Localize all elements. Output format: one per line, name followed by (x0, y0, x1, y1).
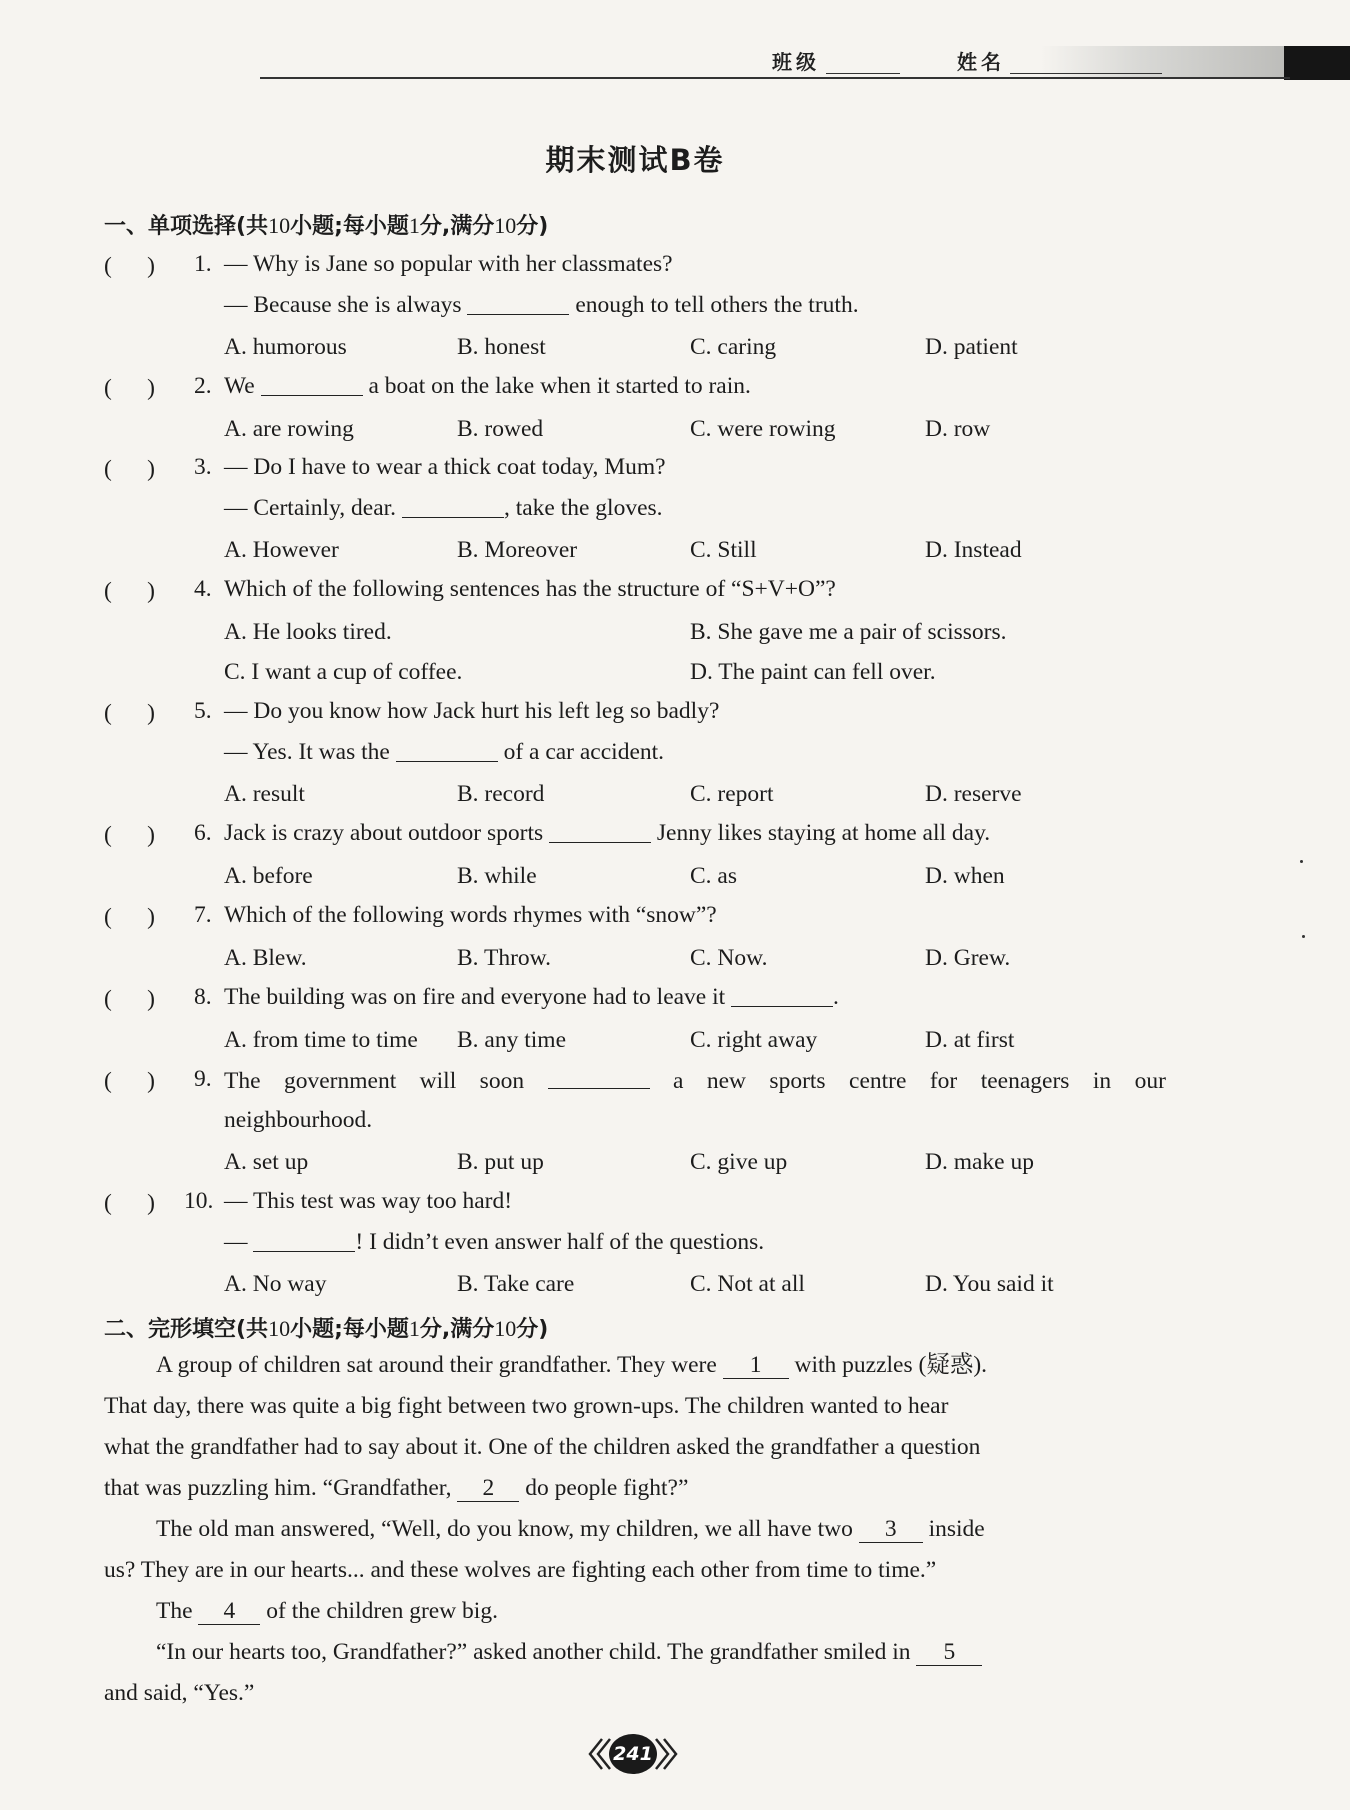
question-text-continued: neighbourhood. (224, 1107, 373, 1133)
question-text: — Why is Jane so popular with her classmates? (224, 251, 673, 277)
option-b: B. rowed (457, 416, 544, 442)
cloze-blank-4[interactable]: 4 (198, 1600, 260, 1625)
question-text: We a boat on the lake when it started to rain. (224, 373, 751, 399)
answer-paren[interactable]: ( ) (104, 253, 155, 279)
option-c: C. Still (690, 537, 757, 563)
answer-blank[interactable] (253, 1231, 355, 1252)
option-a: A. However (224, 537, 339, 563)
option-d: D. reserve (925, 781, 1022, 807)
name-blank[interactable] (1010, 72, 1162, 74)
question-text: — Because she is always enough to tell others the truth. (224, 292, 859, 318)
option-d: D. Instead (925, 537, 1022, 563)
option-c: C. as (690, 863, 737, 889)
question-text: — Certainly, dear. , take the gloves. (224, 495, 663, 521)
option-a: A. are rowing (224, 416, 354, 442)
answer-paren[interactable]: ( ) (104, 1190, 155, 1216)
answer-blank[interactable] (396, 741, 498, 762)
question-number: 8. (194, 984, 212, 1010)
option-d: D. when (925, 863, 1005, 889)
passage-line: us? They are in our hearts... and these wolves are fighting each other from time to time.” (104, 1557, 937, 1583)
question-number: 1. (194, 251, 212, 277)
option-c: C. give up (690, 1149, 788, 1175)
page-number: 241 (613, 1743, 653, 1765)
header-rule (260, 77, 1290, 79)
answer-paren[interactable]: ( ) (104, 1068, 155, 1094)
question-number: 4. (194, 576, 212, 602)
option-b: B. Moreover (457, 537, 578, 563)
option-c: C. report (690, 781, 774, 807)
page-number-badge (588, 1731, 678, 1777)
option-a: A. set up (224, 1149, 309, 1175)
option-c: C. Now. (690, 945, 768, 971)
option-a: A. No way (224, 1271, 327, 1297)
question-text: Which of the following words rhymes with “snow”? (224, 902, 717, 928)
passage-line: “In our hearts too, Grandfather?” asked another child. The grandfather smiled in 5 (156, 1641, 982, 1666)
option-a: A. humorous (224, 334, 347, 360)
option-c: C. caring (690, 334, 777, 360)
answer-blank[interactable] (261, 375, 363, 396)
option-a: A. He looks tired. (224, 619, 392, 645)
class-label: 班级 (772, 50, 820, 74)
option-b: B. Take care (457, 1271, 575, 1297)
answer-paren[interactable]: ( ) (104, 456, 155, 482)
question-number: 6. (194, 820, 212, 846)
passage-line: what the grandfather had to say about it. One of the children asked the grandfather a question (104, 1434, 981, 1460)
answer-paren[interactable]: ( ) (104, 578, 155, 604)
passage-line: The old man answered, “Well, do you know, my children, we all have two 3 inside (156, 1516, 985, 1542)
answer-paren[interactable]: ( ) (104, 904, 155, 930)
section2-heading: 二、完形填空(共10小题;每小题1分,满分10分) (104, 1316, 549, 1342)
question-number: 2. (194, 373, 212, 399)
class-blank[interactable] (826, 72, 900, 74)
question-number: 7. (194, 902, 212, 928)
option-b: B. Throw. (457, 945, 551, 971)
option-c: C. I want a cup of coffee. (224, 659, 463, 685)
question-text: The building was on fire and everyone had to leave it . (224, 984, 839, 1010)
question-text: The government will soon a new sports centre for teenagers in our (224, 1068, 1166, 1094)
answer-paren[interactable]: ( ) (104, 700, 155, 726)
scan-speck (1300, 860, 1303, 863)
answer-blank[interactable] (402, 497, 504, 518)
question-number: 5. (194, 698, 212, 724)
option-d: D. at first (925, 1027, 1015, 1053)
question-text: Jack is crazy about outdoor sports Jenny likes staying at home all day. (224, 820, 991, 846)
passage-line: That day, there was quite a big fight between two grown-ups. The children wanted to hear (104, 1393, 949, 1419)
option-d: D. The paint can fell over. (690, 659, 936, 685)
answer-paren[interactable]: ( ) (104, 375, 155, 401)
option-b: B. She gave me a pair of scissors. (690, 619, 1007, 645)
option-a: A. result (224, 781, 305, 807)
option-b: B. any time (457, 1027, 566, 1053)
question-text: Which of the following sentences has the structure of “S+V+O”? (224, 576, 836, 602)
question-text: — Yes. It was the of a car accident. (224, 739, 665, 765)
passage-line: and said, “Yes.” (104, 1680, 255, 1706)
scan-speck (1302, 935, 1305, 938)
option-a: A. before (224, 863, 313, 889)
cloze-blank-3[interactable]: 3 (859, 1518, 923, 1543)
question-text: — This test was way too hard! (224, 1188, 513, 1214)
cloze-blank-1[interactable]: 1 (723, 1354, 789, 1379)
answer-blank[interactable] (731, 986, 833, 1007)
passage-line: that was puzzling him. “Grandfather, 2 do people fight?” (104, 1475, 689, 1501)
option-d: D. patient (925, 334, 1018, 360)
option-d: D. You said it (925, 1271, 1054, 1297)
answer-blank[interactable] (548, 1068, 650, 1089)
option-b: B. record (457, 781, 545, 807)
option-b: B. while (457, 863, 537, 889)
page-header (0, 0, 1350, 90)
option-d: D. row (925, 416, 991, 442)
question-text: — ! I didn’t even answer half of the questions. (224, 1229, 765, 1255)
option-c: C. right away (690, 1027, 818, 1053)
passage-line: The 4 of the children grew big. (156, 1598, 498, 1624)
cloze-blank-2[interactable]: 2 (457, 1477, 519, 1502)
question-number: 3. (194, 454, 212, 480)
option-c: C. were rowing (690, 416, 836, 442)
option-c: C. Not at all (690, 1271, 805, 1297)
answer-blank[interactable] (467, 294, 569, 315)
answer-paren[interactable]: ( ) (104, 822, 155, 848)
answer-paren[interactable]: ( ) (104, 986, 155, 1012)
name-label: 姓名 (957, 50, 1005, 74)
option-d: D. make up (925, 1149, 1034, 1175)
question-text: — Do I have to wear a thick coat today, Mum? (224, 454, 666, 480)
passage-line: A group of children sat around their grandfather. They were 1 with puzzles (疑惑). (156, 1352, 988, 1378)
answer-blank[interactable] (549, 822, 651, 843)
cloze-blank-5[interactable]: 5 (916, 1641, 982, 1666)
option-a: A. Blew. (224, 945, 307, 971)
page-title: 期末测试B卷 (545, 143, 725, 177)
question-number: 9. (194, 1066, 212, 1092)
question-text: — Do you know how Jack hurt his left leg so badly? (224, 698, 720, 724)
option-b: B. put up (457, 1149, 544, 1175)
option-b: B. honest (457, 334, 546, 360)
question-number: 10. (184, 1188, 214, 1214)
header-black-tab (1284, 46, 1350, 80)
option-d: D. Grew. (925, 945, 1011, 971)
option-a: A. from time to time (224, 1027, 418, 1053)
section1-heading: 一、单项选择(共10小题;每小题1分,满分10分) (104, 213, 549, 239)
